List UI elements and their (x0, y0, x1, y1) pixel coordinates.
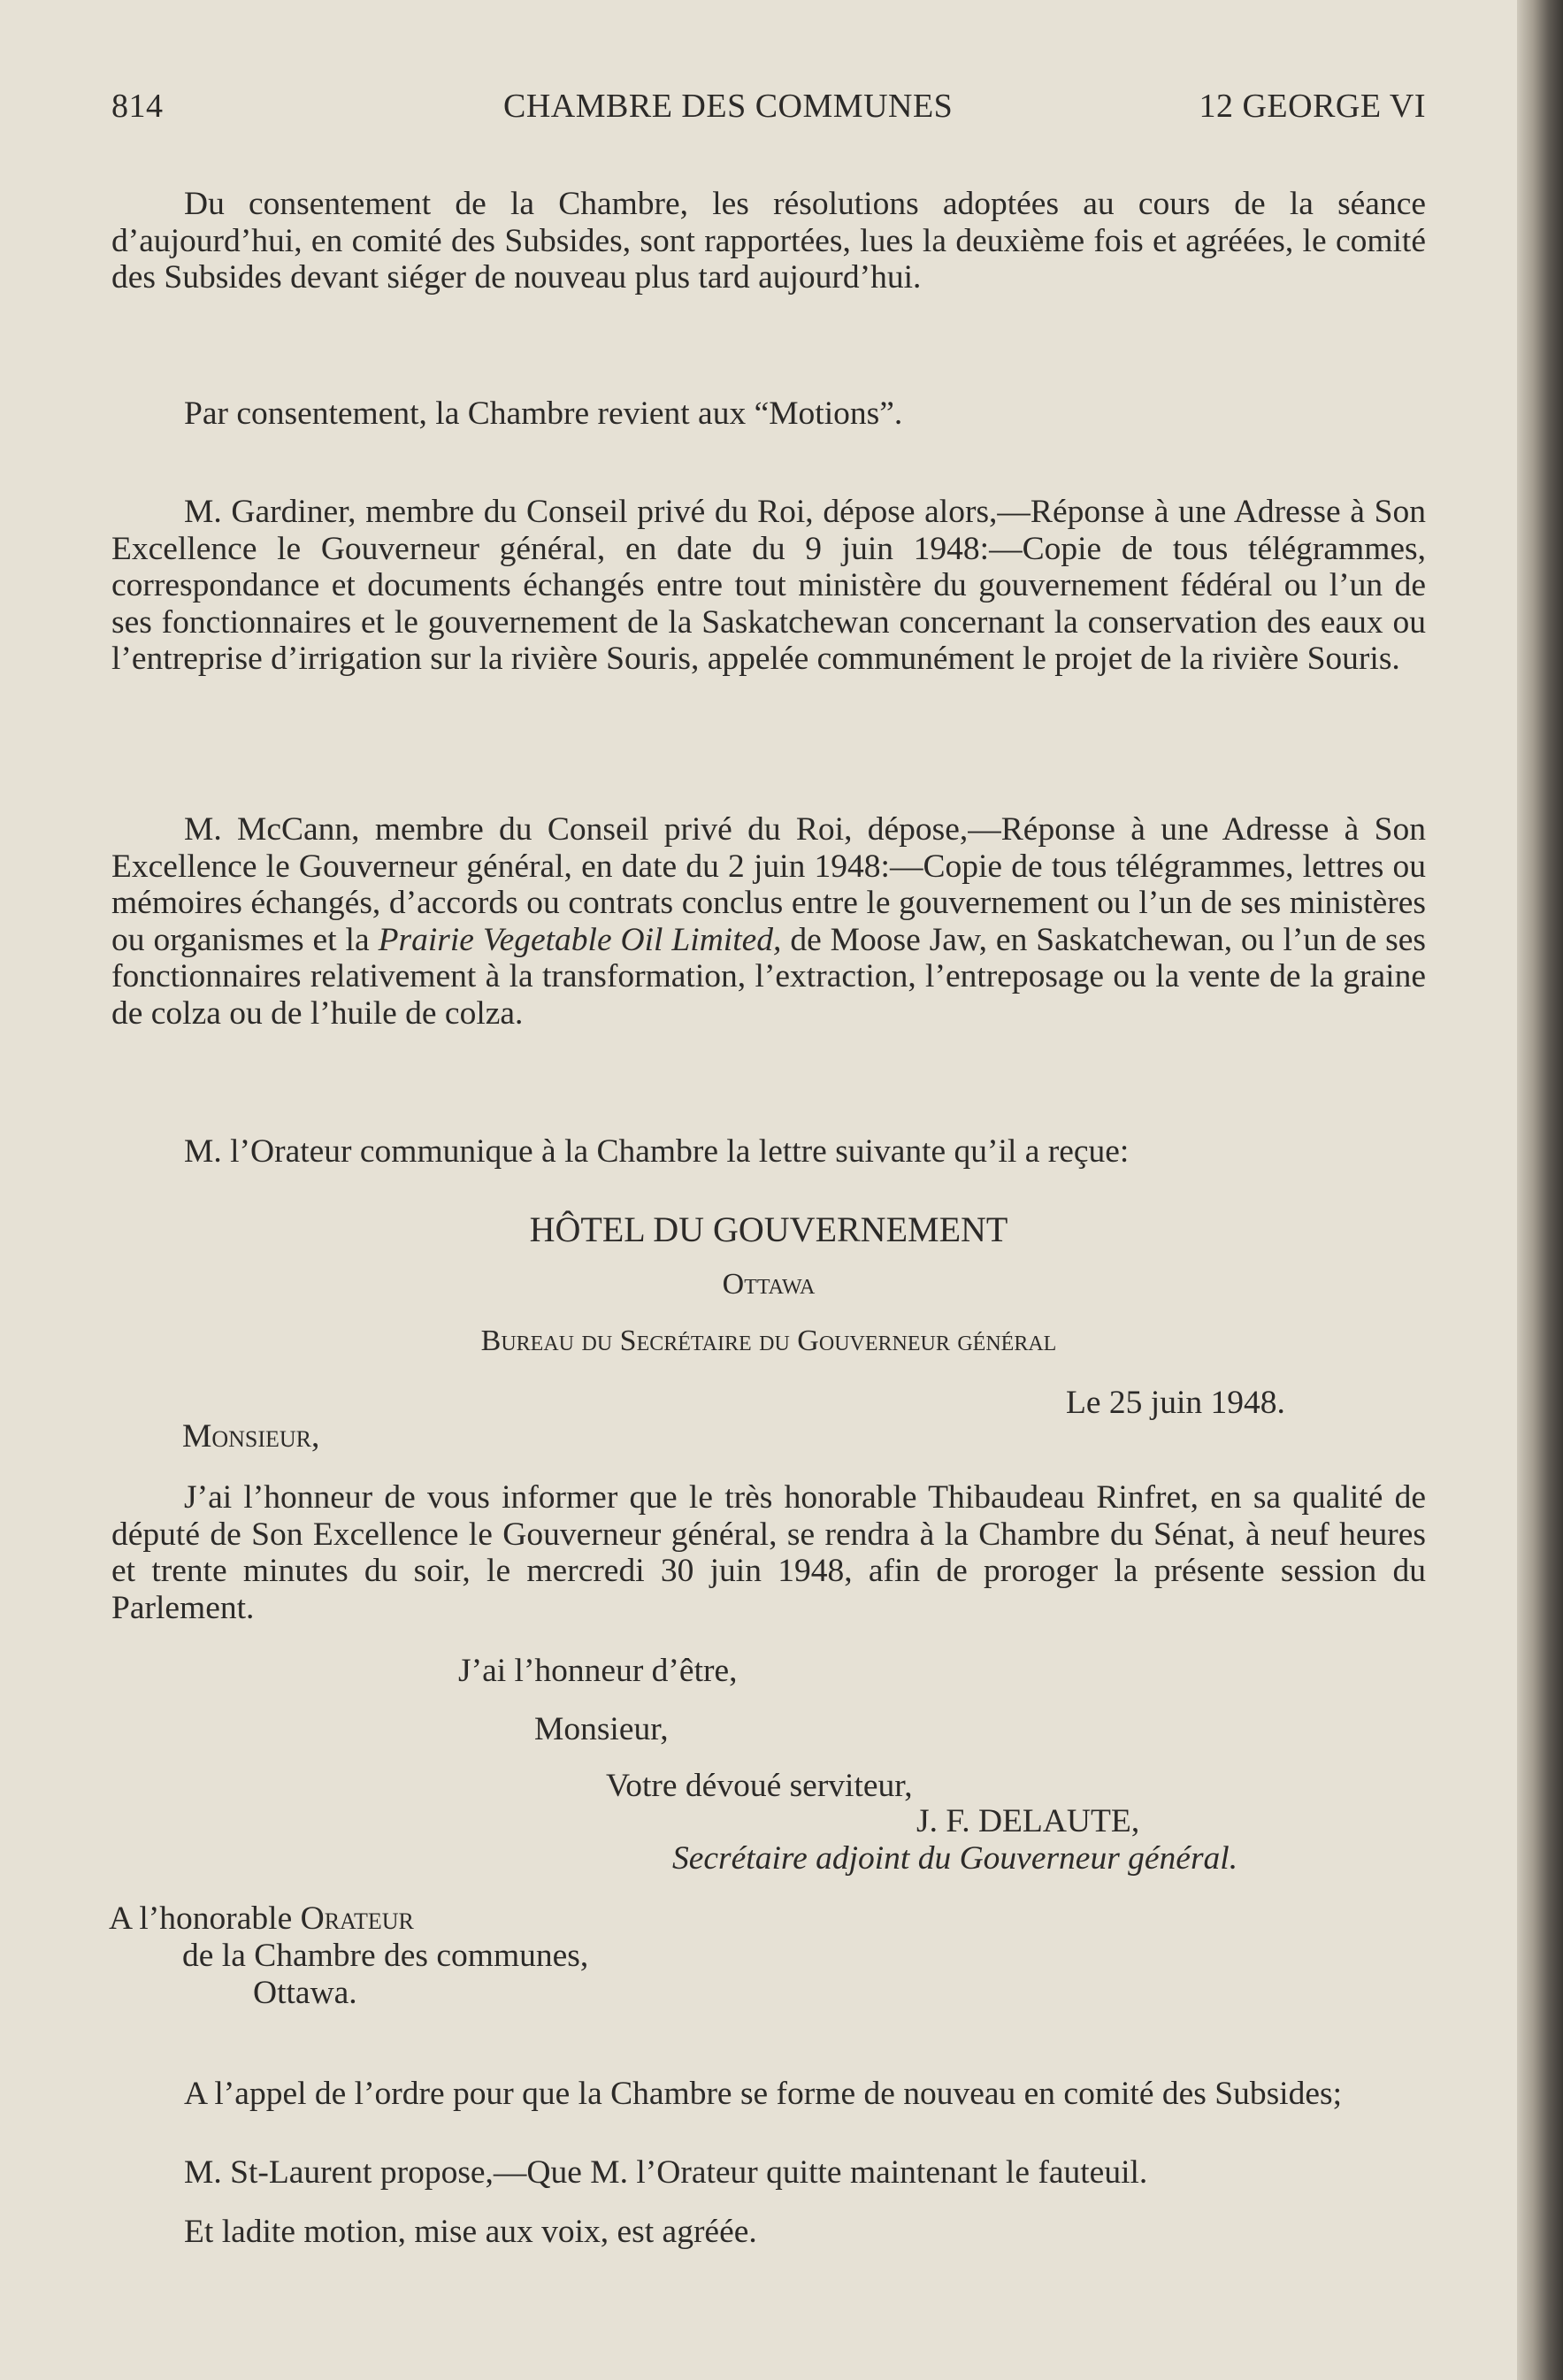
letter-closing-2: Monsieur, (534, 1711, 669, 1747)
letter-address-line-2: de la Chambre des communes, (182, 1938, 589, 1974)
company-name: Prairie Vegetable Oil Limited, (378, 921, 782, 958)
letter-closing-3: Votre dévoué serviteur, (606, 1768, 913, 1804)
paragraph-gardiner (111, 494, 1426, 678)
letter-signature: J. F. DELAUTE, (916, 1803, 1140, 1839)
page-header (111, 87, 1426, 140)
letter-closing-1: J’ai l’honneur d’être, (458, 1653, 738, 1689)
paragraph-mccann (111, 811, 1426, 1032)
letter-date: Le 25 juin 1948. (1066, 1385, 1285, 1421)
paragraph-motions (111, 395, 1426, 433)
letter-salutation: Monsieur, (182, 1418, 320, 1455)
paragraph-orateur (111, 1133, 1426, 1171)
address-prefix: A l’honorable (109, 1900, 301, 1937)
running-title: CHAMBRE DES COMMUNES (503, 88, 954, 125)
book-spine-shadow (1517, 0, 1563, 2380)
letter-address-line-3: Ottawa. (253, 1975, 357, 2011)
paragraph-text-part: de Moose Jaw, en Saskatchewan, ou l’un de ses fonctionnaires relativement à la transformation, l’extraction, l’entreposage ou la vente de la graine de colza ou de l’huile de colza. (111, 921, 1426, 1032)
paragraph-text: M. Gardiner, membre du Conseil privé du Roi, dépose alors,—Réponse à une Adresse à Son Excellence le Gouverneur général, en date du 9 juin 1948:—Copie de tous télégrammes, correspondance et documents échangés entre tout ministère du gouvernement fédéral ou l’un de ses fonctionnaires et le gouvernement de la Saskatchewan concernant la conservation des eaux ou l’entreprise d’irrigation sur la rivière Souris, appelée communément le projet de la rivière Souris. (111, 494, 1426, 677)
address-title: Orateur (300, 1900, 414, 1937)
paragraph-text: A l’appel de l’ordre pour que la Chambre se forme de nouveau en comité des Subsides; (184, 2076, 1342, 2112)
paragraph-resolutions (111, 186, 1426, 296)
paragraph-text: M. l’Orateur communique à la Chambre la lettre suivante qu’il a reçue: (184, 1133, 1130, 1170)
paragraph-st-laurent (111, 2154, 1426, 2192)
letter-city: Ottawa (722, 1268, 816, 1301)
letter-heading: HÔTEL DU GOUVERNEMENT (529, 1209, 1008, 1249)
paragraph-text: Du consentement de la Chambre, les résolutions adoptées au cours de la séance d’aujourd’hui, en comité des Subsides, sont rapportées, lues la deuxième fois et agréées, le comité des Subsides devant siéger de nouveau plus tard aujourd’hui. (111, 186, 1426, 296)
letter-signature-title: Secrétaire adjoint du Gouverneur général. (672, 1840, 1238, 1877)
letter-body (111, 1479, 1426, 1626)
paragraph-text: Et ladite motion, mise aux voix, est agréée. (184, 2214, 757, 2250)
page-number: 814 (111, 88, 164, 125)
paragraph-appel (111, 2076, 1426, 2113)
paragraph-text: M. St-Laurent propose,—Que M. l’Orateur quitte maintenant le fauteuil. (184, 2154, 1148, 2191)
paragraph-text (111, 811, 1426, 1032)
paragraph-motion-result (111, 2214, 1426, 2251)
paragraph-text: J’ai l’honneur de vous informer que le très honorable Thibaudeau Rinfret, en sa qualité de député de Son Excellence le Gouverneur général, se rendra à la Chambre du Sénat, à neuf heures et trente minutes du soir, le mercredi 30 juin 1948, afin de proroger la présente session du Parlement. (111, 1479, 1426, 1626)
paragraph-text-part: M. McCann, membre du Conseil privé du Roi, dépose,—Réponse à une Adresse à Son Excellence le Gouverneur général, en date du 2 juin 1948:—Copie de tous télégrammes, lettres ou mémoires échangés, d’accords ou contrats conclus entre le gouvernement ou l’un de ses ministères ou organismes et la (111, 811, 1426, 958)
letter-address-line-1 (109, 1900, 414, 1938)
letter-office: Bureau du Secrétaire du Gouverneur général (480, 1324, 1057, 1357)
paragraph-text: Par consentement, la Chambre revient aux “Motions”. (184, 395, 903, 432)
session-label: 12 GEORGE VI (1199, 88, 1426, 125)
